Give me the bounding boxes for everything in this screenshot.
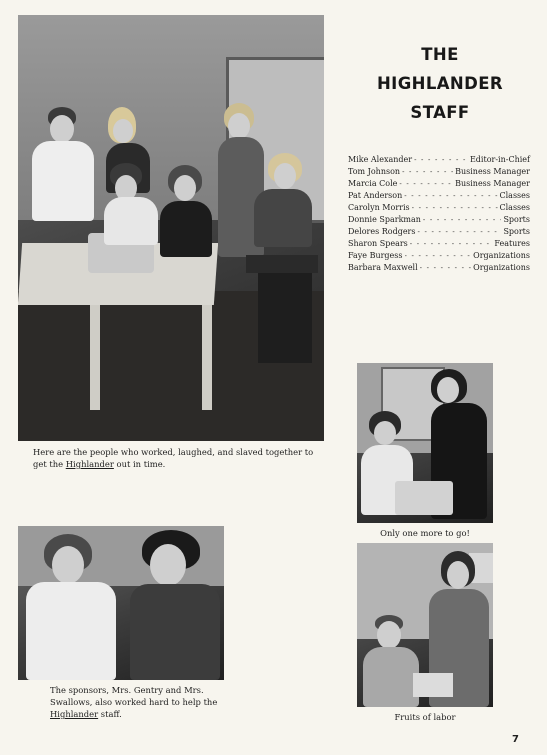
staff-row	[348, 202, 530, 214]
staff-role: Business Manager	[455, 179, 530, 188]
staff-group-photo	[18, 15, 324, 441]
highlander-underlined: Highlander	[65, 459, 114, 469]
staff-name: Delores Rodgers	[348, 227, 416, 236]
fruits-of-labor-photo	[357, 543, 493, 707]
staff-row	[348, 238, 530, 250]
staff-role: Editor-in-Chief	[469, 155, 530, 164]
page-number: 7	[512, 734, 519, 745]
typewriter	[395, 481, 453, 515]
sponsors-caption	[50, 684, 220, 720]
staff-row	[348, 250, 530, 262]
staff-name: Tom Johnson	[348, 167, 401, 176]
staff-role: Classes	[499, 203, 530, 212]
staff-role: Organizations	[473, 263, 530, 272]
staff-role: Sports	[503, 215, 530, 224]
typing-caption: Only one more to go!	[380, 528, 470, 538]
staff-row	[348, 214, 530, 226]
main-caption-end: out in time.	[113, 459, 166, 469]
staff-role: Features	[494, 239, 530, 248]
page-title-line3: STAFF	[410, 103, 470, 122]
highlander-underlined: Highlander	[50, 709, 99, 719]
staff-name: Faye Burgess	[348, 251, 403, 260]
staff-row	[348, 190, 530, 202]
staff-row	[348, 262, 530, 274]
staff-name: Mike Alexander	[348, 155, 413, 164]
typing-photo	[357, 363, 493, 523]
staff-name: Marcia Cole	[348, 179, 398, 188]
page-title-line1: THE	[421, 45, 459, 64]
staff-role: Sports	[503, 227, 530, 236]
staff-row	[348, 166, 530, 178]
staff-roster	[348, 154, 530, 274]
fruits-caption: Fruits of labor	[394, 712, 456, 722]
staff-row	[348, 154, 530, 166]
main-caption-text: Here are the people who worked, laughed, and slaved together to get the	[33, 447, 314, 469]
staff-name: Pat Anderson	[348, 191, 403, 200]
staff-role: Classes	[499, 191, 530, 200]
staff-row	[348, 226, 530, 238]
page-title-line2: HIGHLANDER	[376, 74, 504, 93]
staff-name: Sharon Spears	[348, 239, 408, 248]
staff-row	[348, 178, 530, 190]
sponsors-photo	[18, 526, 224, 680]
staff-role: Business Manager	[455, 167, 530, 176]
staff-name: Carolyn Morris	[348, 203, 410, 212]
sponsors-caption-text: The sponsors, Mrs. Gentry and Mrs. Swallows, also worked hard to help the	[50, 685, 218, 707]
staff-name: Barbara Maxwell	[348, 263, 418, 272]
main-photo-caption	[33, 446, 323, 470]
staff-role: Organizations	[473, 251, 530, 260]
sponsors-caption-end: staff.	[98, 709, 122, 719]
staff-name: Donnie Sparkman	[348, 215, 421, 224]
